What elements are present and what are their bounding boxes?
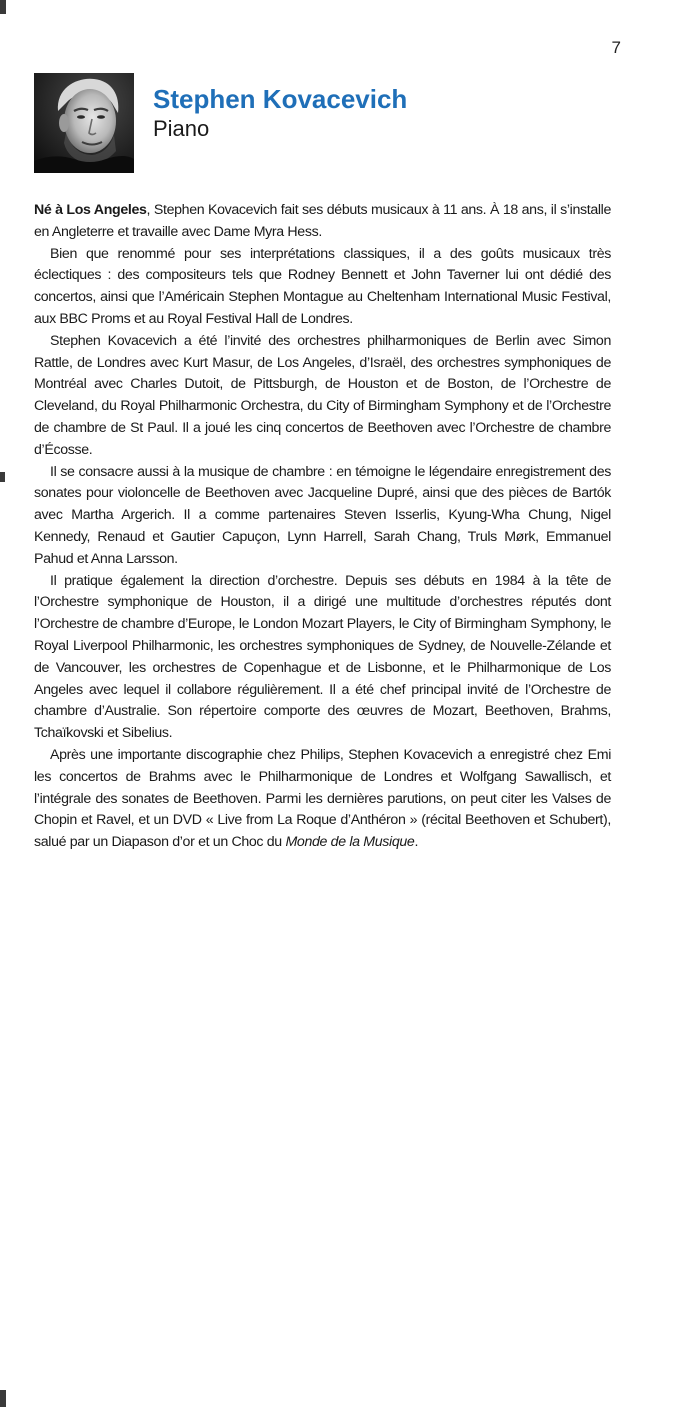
scan-edge-mark-top: [0, 0, 6, 14]
bio-paragraph-1: [34, 200, 611, 244]
bio-lead: Né à Los Angeles: [34, 202, 147, 218]
scan-edge-mark-mid: [0, 472, 5, 482]
artist-header: [153, 84, 407, 142]
artist-instrument: Piano: [153, 116, 210, 141]
bio-paragraph-6: [34, 745, 611, 854]
bio-paragraph-6-end: .: [414, 834, 419, 851]
bio-paragraph-3: Stephen Kovacevich a été l’invité des orchestres philharmoniques de Berlin avec Simon Rattle, de Londres avec Kurt Masur, de Los Angeles, d’Israël, des orchestres symphoniques de Montréal avec Charles Dutoit, de Pittsburgh, de Houston et de Boston, de l’Orchestre de Cleveland, du Royal Philharmonic Orchestra, du City of Birmingham Symphony et de l’Orchestre de chambre de St Paul. Il a joué les cinq concertos de Beethoven avec l’Orchestre de chambre d’Écosse.: [34, 332, 611, 458]
portrait-illustration: [34, 73, 134, 173]
bio-paragraph-1-text: , Stephen Kovacevich fait ses débuts musicaux à 11 ans. À 18 ans, il s’installe en Angleterre et travaille avec Dame Myra Hess.: [34, 202, 612, 240]
biography: [34, 200, 611, 854]
bio-paragraph-4: Il se consacre aussi à la musique de chambre : en témoigne le légendaire enregistrement des sonates pour violoncelle de Beethoven avec Jacqueline Dupré, ainsi que des pièces de Bartók avec Martha Argerich. Il a comme partenaires Steven Isserlis, Kyung-Wha Chung, Nigel Kennedy, Renaud et Gautier Capuçon, Lynn Harrell, Sarah Chang, Truls Mørk, Emmanuel Pahud et Anna Larsson.: [34, 463, 611, 567]
bio-paragraph-5: Il pratique également la direction d’orchestre. Depuis ses débuts en 1984 à la tête de l’Orchestre symphonique de Houston, il a dirigé une multitude d’orchestres réputés dont l’Orchestre de chambre d’Europe, le London Mozart Players, le City of Birmingham Symphony, le Royal Liverpool Philharmonic, les orchestres symphoniques de Sydney, de Nouvelle-Zélande et de Vancouver, les orchestres de Copenhague et de Lisbonne, et le Philharmonique de Los Angeles avec lequel il collabore régulièrement. Il a été chef principal invité de l’Orchestre de chambre d’Australie. Son répertoire comporte des œuvres de Mozart, Beethoven, Brahms, Tchaïkovski et Sibelius.: [34, 572, 611, 742]
scan-edge-mark-bottom: [0, 1390, 6, 1407]
page-number: 7: [611, 38, 621, 57]
bio-paragraph-2: Bien que renommé pour ses interprétations classiques, il a des goûts musicaux très éclectiques : des compositeurs tels que Rodney Bennett et John Taverner lui ont dédié des concertos, ainsi que l’Américain Stephen Montague au Cheltenham International Music Festival, aux BBC Proms et au Royal Festival Hall de Londres.: [34, 245, 611, 327]
bio-magazine-title: Monde de la Musique: [285, 834, 415, 851]
bio-paragraph-6-text: Après une importante discographie chez Philips, Stephen Kovacevich a enregistré chez Emi les concertos de Brahms avec le Philharmonique de Londres et Wolfgang Sawallisch, et l’intégrale des sonates de Beethoven. Parmi les dernières parutions, on peut citer les Valses de Chopin et Ravel, et un DVD « Live from La Roque d’Anthéron » (récital Beethoven et Schubert), salué par un Diapason d’or et un Choc du: [34, 746, 611, 851]
artist-name: Stephen Kovacevich: [153, 84, 408, 114]
portrait-photo: [34, 73, 134, 173]
